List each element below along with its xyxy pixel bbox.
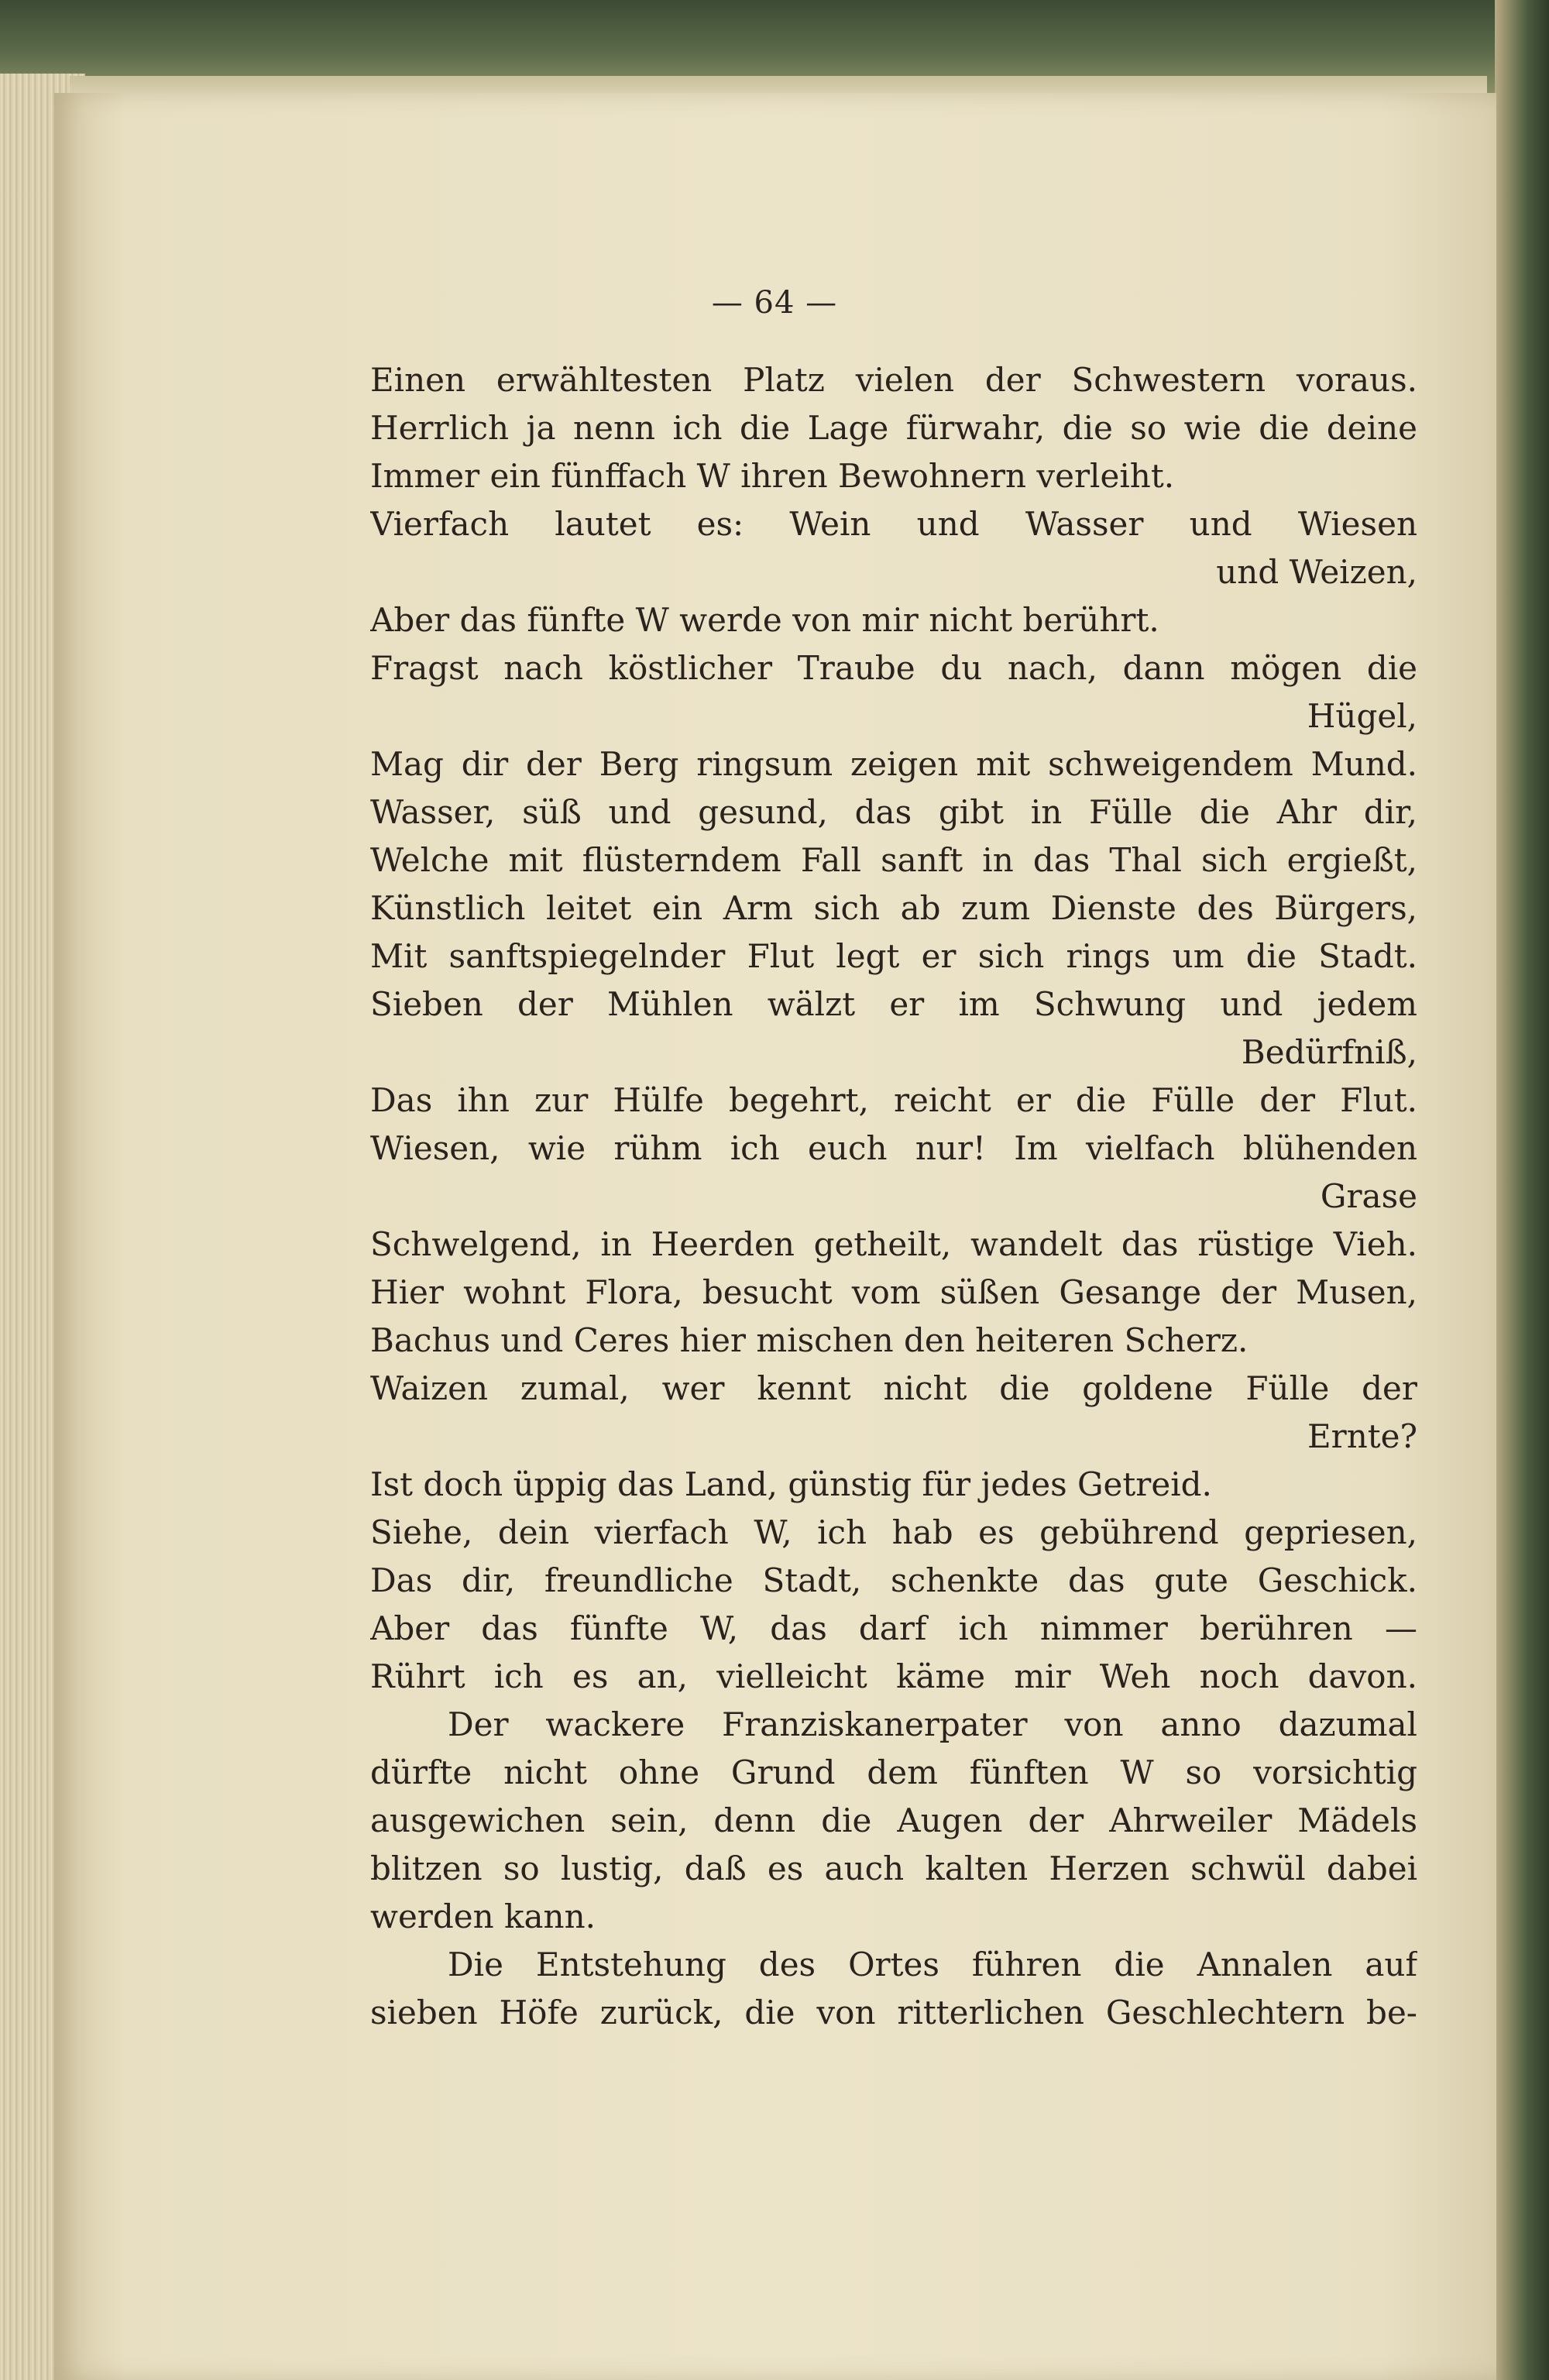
text-line: Bedürfniß,	[1241, 1033, 1417, 1071]
text-line: Das ihn zur Hülfe begehrt, reicht er die Fülle der Flut.	[370, 1081, 1417, 1119]
page-number: — 64 —	[711, 285, 838, 321]
text-line: Hier wohnt Flora, besucht vom süßen Gesange der Musen,	[370, 1273, 1417, 1311]
text-line: Waizen zumal, wer kennt nicht die goldene Fülle der	[370, 1369, 1417, 1407]
text-line: blitzen so lustig, daß es auch kalten Herzen schwül dabei	[370, 1849, 1417, 1887]
book-cover-edge	[1495, 0, 1549, 2380]
text-line: Rührt ich es an, vielleicht käme mir Weh noch davon.	[370, 1657, 1417, 1695]
text-line: Der wackere Franziskanerpater von anno dazumal	[448, 1705, 1417, 1743]
text-line: Aber das fünfte W, das darf ich nimmer berühren —	[370, 1609, 1417, 1647]
text-line: Fragst nach köstlicher Traube du nach, dann mögen die	[370, 649, 1417, 687]
text-line: Künstlich leitet ein Arm sich ab zum Dienste des Bürgers,	[370, 889, 1417, 927]
text-line: werden kann.	[370, 1897, 596, 1935]
text-line: dürfte nicht ohne Grund dem fünften W so vorsichtig	[370, 1753, 1417, 1791]
text-line: Ist doch üppig das Land, günstig für jedes Getreid.	[370, 1465, 1212, 1503]
text-line: Schwelgend, in Heerden getheilt, wandelt das rüstige Vieh.	[370, 1225, 1417, 1263]
text-line: Mag dir der Berg ringsum zeigen mit schweigendem Mund.	[370, 745, 1417, 783]
text-line: Ernte?	[1307, 1417, 1417, 1455]
text-line: ausgewichen sein, denn die Augen der Ahrweiler Mädels	[370, 1801, 1417, 1839]
text-line: Siehe, dein vierfach W, ich hab es gebührend gepriesen,	[370, 1513, 1417, 1551]
text-line: Aber das fünfte W werde von mir nicht berührt.	[370, 601, 1159, 639]
text-line: Wiesen, wie rühm ich euch nur! Im vielfach blühenden	[370, 1129, 1417, 1167]
text-line: und Weizen,	[1216, 553, 1417, 591]
text-line: Immer ein fünffach W ihren Bewohnern verleiht.	[370, 457, 1175, 495]
text-line: Hügel,	[1307, 697, 1417, 735]
text-line: Herrlich ja nenn ich die Lage fürwahr, die so wie die deine	[370, 409, 1417, 447]
text-line: Das dir, freundliche Stadt, schenkte das gute Geschick.	[370, 1561, 1417, 1599]
text-line: Mit sanftspiegelnder Flut legt er sich rings um die Stadt.	[370, 937, 1417, 975]
page-text-block	[370, 356, 1417, 2037]
text-line: Einen erwähltesten Platz vielen der Schwestern voraus.	[370, 361, 1417, 399]
text-line: Wasser, süß und gesund, das gibt in Fülle die Ahr dir,	[370, 793, 1417, 831]
text-line: Bachus und Ceres hier mischen den heiteren Scherz.	[370, 1321, 1248, 1359]
text-line: Welche mit flüsterndem Fall sanft in das Thal sich ergießt,	[370, 841, 1417, 879]
text-line: Grase	[1320, 1177, 1417, 1215]
text-line: Vierfach lautet es: Wein und Wasser und Wiesen	[370, 505, 1417, 543]
text-line: Die Entstehung des Ortes führen die Annalen auf	[448, 1946, 1417, 1983]
text-line: Sieben der Mühlen wälzt er im Schwung und jedem	[370, 985, 1417, 1023]
text-line: sieben Höfe zurück, die von ritterlichen Geschlechtern be-	[370, 1994, 1417, 2031]
